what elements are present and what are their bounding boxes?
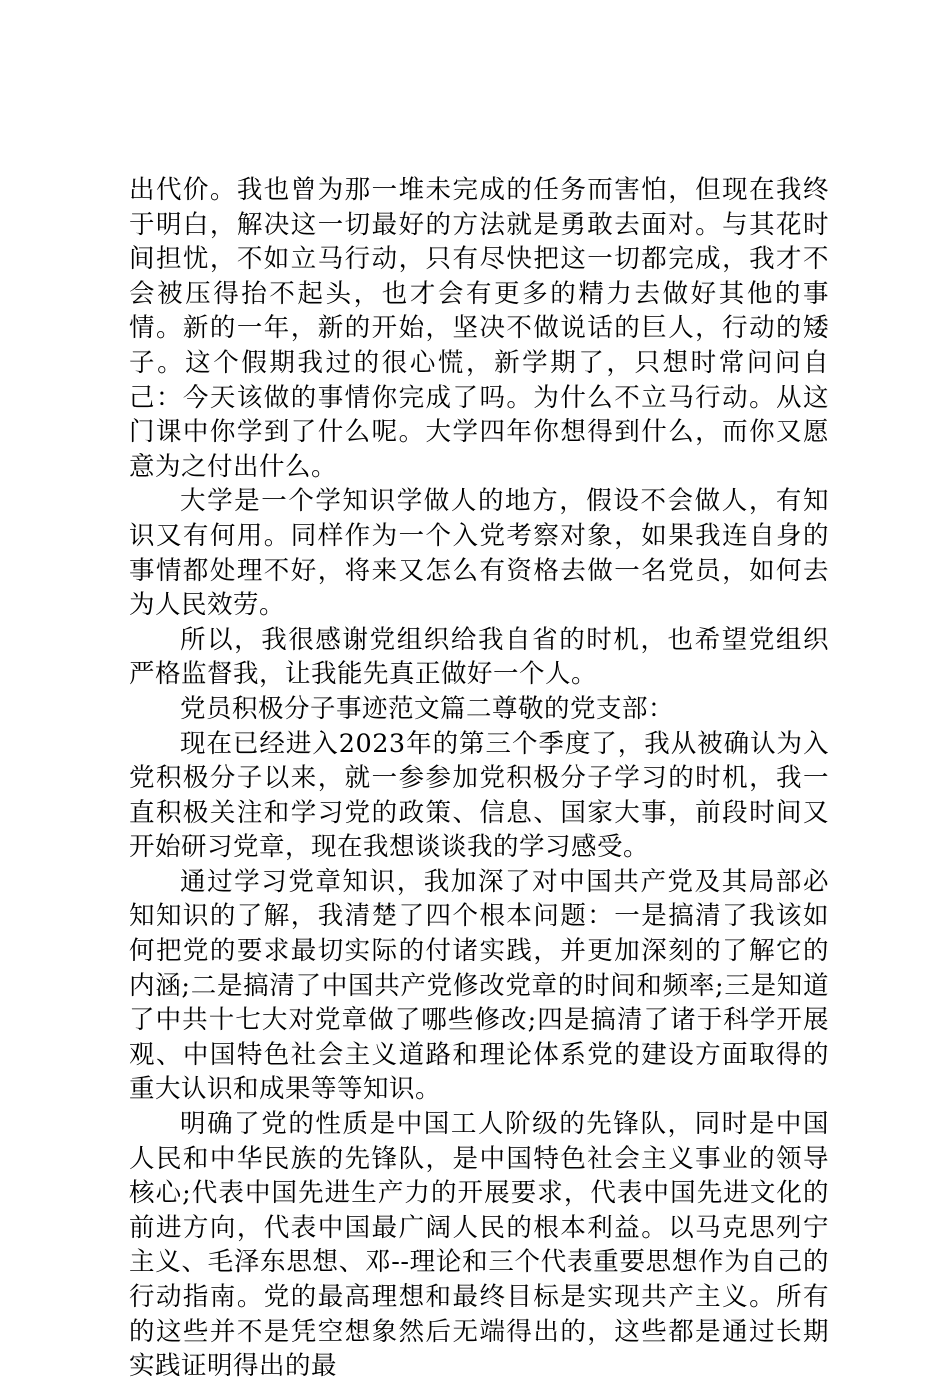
paragraph-party-nature: 明确了党的性质是中国工人阶级的先锋队，同时是中国人民和中华民族的先锋队，是中国特色社会主义事业的领导核心;代表中国先进生产力的开展要求，代表中国先进文化的前进方向，代表中国最广阔人民的根本利益。以马克思列宁主义、毛泽东思想、邓--理论和三个代表重要思想作为自己的行动指南。党的最高理想和最终目标是实现共产主义。所有的这些并不是凭空想象然后无端得出的，这些都是通过长期实践证明得出的最 [129,1109,829,1382]
paragraph-party-constitution: 通过学习党章知识，我加深了对中国共产党及其局部必知知识的了解，我清楚了四个根本问题：一是搞清了我该如何把党的要求最切实际的付诸实践，并更加深刻的了解它的内涵;二是搞清了中国共产党修改党章的时间和频率;三是知道了中共十七大对党章做了哪些修改;四是搞清了诸于科学开展观、中国特色社会主义道路和理论体系党的建设方面取得的重大认识和成果等等知识。 [129,866,829,1105]
paragraph-heading-example-two: 党员积极分子事迹范文篇二尊敬的党支部： [180,693,675,724]
paragraph-continued: 出代价。我也曾为那一堆未完成的任务而害怕，但现在我终于明白，解决这一切最好的方法就是勇敢去面对。与其花时间担忧，不如立马行动，只有尽快把这一切都完成，我才不会被压得抬不起头，也才会有更多的精力去做好其他的事情。新的一年，新的开始，坚决不做说话的巨人，行动的矮子。这个假期我过的很心慌，新学期了，只想时常问问自己：今天该做的事情你完成了吗。为什么不立马行动。从这门课中你学到了什么呢。大学四年你想得到什么，而你又愿意为之付出什么。 [129,175,829,482]
paragraph-third-quarter: 现在已经进入2023年的第三个季度了，我从被确认为入党积极分子以来，就一参参加党积极分子学习的时机，我一直积极关注和学习党的政策、信息、国家大事，前段时间又开始研习党章，现在我想谈谈我的学习感受。 [129,728,829,863]
paragraph-gratitude: 所以，我很感谢党组织给我自省的时机，也希望党组织严格监督我，让我能先真正做好一个人。 [129,624,829,690]
document-body [129,173,829,1384]
paragraph-university: 大学是一个学知识学做人的地方，假设不会做人，有知识又有何用。同样作为一个入党考察对象，如果我连自身的事情都处理不好，将来又怎么有资格去做一名党员，如何去为人民效劳。 [129,486,829,621]
